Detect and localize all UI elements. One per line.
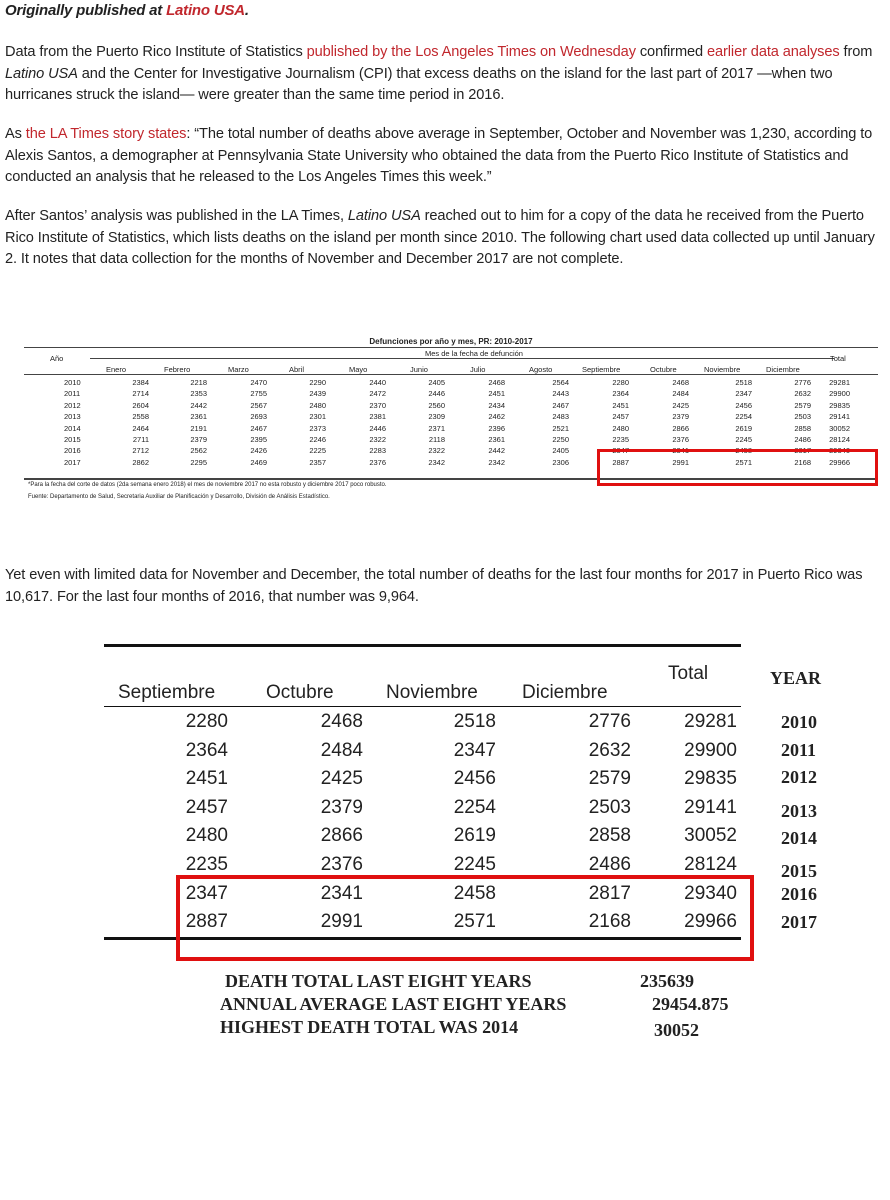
scan-cell: 2361 [488,435,505,444]
big-cell: 2451 [185,768,228,790]
scan-rule [24,347,878,348]
big-cell: 2503 [588,796,631,818]
scan-table-title: Defunciones por año y mes, PR: 2010-2017 [369,337,533,346]
paragraph-4: Yet even with limited data for November and December, the total number of deaths for the last four months for 2017 in Puerto Rico was 10,617. For the last four months of 2016, that number was 9,964. [5,567,863,605]
big-cell: 2484 [320,739,363,761]
scan-cell: 2245 [735,435,752,444]
big-cell: 2632 [588,739,631,761]
scan-cell: 2579 [794,400,811,410]
scan-cell: 2991 [672,457,689,467]
paragraph-1 [5,42,885,107]
scan-cell: 2191 [190,423,207,433]
big-row-total: 29141 [684,796,737,818]
scan-cell: 2862 [132,457,149,467]
big-month-header: Septiembre [118,682,216,703]
la-times-published-link[interactable]: published by the Los Angeles Times on Wednesday [306,44,636,60]
scan-cell: 2280 [612,378,629,387]
scan-cell: 2486 [794,435,811,444]
scan-month-header: Diciembre [766,365,800,374]
scan-cell: 2322 [428,446,445,456]
big-cell: 2518 [453,711,496,732]
scan-cell: 2283 [369,446,386,456]
scan-cell: 2619 [735,423,752,433]
p1-text: and the Center for Investigative Journalism (CPI) that excess deaths on the island for the last part of 2017 —when two hurricanes struck the island— were greater than the same time period in 2016. [5,65,833,103]
scan-cell: 2604 [132,400,149,410]
attribution-header [5,2,249,19]
scan-cell: 2560 [428,400,445,410]
big-top-rule [104,644,741,647]
scan-cell: 2425 [672,400,689,410]
scan-cell: 2468 [672,378,689,387]
scan-footnote: *Para la fecha del corte de datos (2da semana enero 2018) el mes de noviembre 2017 no esta robusto y diciembre 2017 poco robusto. [28,482,387,488]
big-row-year: 2011 [781,740,817,760]
scan-cell: 2817 [794,446,811,456]
summary-label: ANNUAL AVERAGE LAST EIGHT YEARS [220,994,567,1014]
scan-cell: 2218 [190,378,207,387]
p2-text: As [5,126,26,142]
scan-cell: 2451 [612,400,629,410]
scan-cell: 2309 [428,412,445,422]
scan-month-header: Octubre [650,365,677,374]
scan-cell: 2376 [672,435,689,444]
scan-row-total: 30052 [829,423,850,433]
scan-month-header: Febrero [164,365,191,374]
big-cell: 2379 [320,796,363,818]
big-cell: 2817 [588,882,631,904]
scan-month-header: Noviembre [704,365,741,374]
scan-cell: 2295 [190,457,207,467]
scan-cell: 2480 [612,423,629,433]
scan-cell: 2558 [132,412,149,422]
scan-cell: 2434 [488,400,505,410]
big-cell: 2280 [185,711,228,732]
attribution-suffix: . [244,2,249,19]
big-highlight-box [176,875,754,961]
p1-text: Data from the Puerto Rico Institute of Statistics [5,44,307,60]
scan-cell: 2467 [552,400,569,410]
scan-row-year: 2016 [64,446,81,456]
big-cell: 2571 [453,911,496,933]
big-cell: 2341 [320,882,363,904]
scan-cell: 2462 [488,412,505,422]
attribution-prefix: Originally published at [5,2,167,19]
scan-cell: 2567 [250,400,267,410]
scan-cell: 2632 [794,389,811,399]
scan-cell: 2225 [309,446,326,456]
big-row-total: 29281 [684,711,737,732]
big-cell: 2776 [588,711,631,732]
paragraph-3 [5,206,885,271]
earlier-analyses-link[interactable]: earlier data analyses [707,44,840,60]
scan-cell: 2776 [794,378,811,387]
scan-cell: 2755 [250,389,267,399]
p1-text: from [839,44,873,60]
scan-cell: 2518 [735,378,752,387]
scan-cell: 2456 [735,400,752,410]
scan-cell: 2442 [190,400,207,410]
big-month-header: Octubre [266,682,334,703]
scan-cell: 2379 [672,412,689,422]
scan-cell: 2451 [488,389,505,399]
scan-row-year: 2013 [64,412,81,422]
big-row-year: 2015 [781,861,817,881]
scan-cell: 2464 [132,423,149,433]
scan-cell: 2168 [794,457,811,467]
big-cell: 2991 [320,911,363,933]
scan-month-header: Septiembre [582,365,621,374]
scan-month-header: Junio [410,365,428,374]
scan-cell: 2342 [428,457,445,467]
scan-row-year: 2015 [64,435,81,444]
scan-cell: 2381 [369,412,386,422]
la-times-story-link[interactable]: the LA Times story states [25,126,187,142]
scan-cell: 2470 [250,378,267,387]
scan-month-header: Abril [289,365,305,374]
summary-value: 30052 [654,1020,699,1040]
scan-cell: 2405 [552,446,569,456]
scan-cell: 2442 [488,446,505,456]
big-row-year: 2014 [781,828,817,848]
scan-cell: 2254 [735,412,752,422]
big-cell: 2364 [185,739,228,761]
scan-cell: 2246 [309,435,326,444]
scan-rule [24,374,878,375]
paragraph-2 [5,124,885,189]
scan-cell: 2347 [735,389,752,399]
scan-row-year: 2012 [64,400,81,410]
scan-cell: 2469 [250,457,267,467]
big-cell: 2887 [185,911,228,933]
scan-total-header: Total [830,354,846,363]
scan-cell: 2384 [132,378,149,387]
scan-row-total: 29340 [829,446,850,456]
scan-year-header: Año [50,354,64,363]
scan-cell: 2564 [552,378,569,387]
scan-rule [90,358,834,359]
big-cell: 2468 [320,711,363,732]
scan-cell: 2250 [552,435,569,444]
scan-cell: 2235 [612,435,629,444]
scan-cell: 2364 [612,389,629,399]
big-cell: 2235 [185,854,228,875]
big-row-year: 2017 [781,912,817,932]
scan-month-header: Mayo [349,365,368,374]
scan-cell: 2376 [369,457,386,467]
scan-cell: 2711 [132,435,149,444]
scan-cell: 2443 [552,389,569,399]
big-cell: 2254 [453,796,496,818]
scan-cell: 2446 [369,423,386,433]
big-month-header: Noviembre [386,682,478,703]
scan-row-total: 29281 [829,378,850,387]
big-cell: 2458 [453,882,496,904]
big-header-rule [104,706,741,707]
scan-row-year: 2017 [64,457,81,467]
p1-text: confirmed [635,44,707,60]
scan-table-subtitle: Mes de la fecha de defunción [425,349,523,358]
big-row-year: 2012 [781,767,817,787]
big-row-year: 2013 [781,801,817,821]
scan-row-total: 28124 [829,435,850,444]
scan-cell: 2439 [309,389,326,399]
scan-month-header: Enero [106,365,127,374]
big-cell: 2425 [320,768,363,790]
scan-cell: 2562 [190,446,207,456]
big-row-year: 2010 [781,712,817,732]
big-cell: 2866 [320,825,363,847]
scan-cell: 2440 [369,378,386,387]
latino-usa-link[interactable]: Latino USA [166,2,245,19]
scan-cell: 2468 [488,378,505,387]
big-cell: 2858 [588,825,631,847]
summary-label: DEATH TOTAL LAST EIGHT YEARS [225,971,532,991]
p3-text: reached out to him for a copy of the data he received from the Puerto Rico Institute of Statistics, which lists deaths on the island per month since 2010. The following chart used data collected up until January 2. It notes that data collection for the months of November and December 2017 are not complete. [5,208,875,267]
scan-cell: 2395 [250,435,267,444]
scan-month-header: Marzo [228,365,249,374]
scan-cell: 2483 [552,412,569,422]
big-cell: 2579 [588,768,631,790]
big-cell: 2245 [453,854,496,875]
scan-cell: 2118 [428,435,445,444]
scan-cell: 2503 [794,412,811,422]
scan-cell: 2373 [309,423,326,433]
big-cell: 2376 [320,854,363,875]
scan-cell: 2357 [309,457,326,467]
scan-cell: 2396 [488,423,505,433]
scan-row-year: 2011 [64,389,81,399]
scan-cell: 2712 [132,446,149,456]
scan-cell: 2370 [369,400,386,410]
scan-cell: 2306 [552,457,569,467]
big-total-header: Total [668,663,709,684]
big-row-year: 2016 [781,884,817,904]
big-cell: 2347 [185,882,228,904]
summary-label: HIGHEST DEATH TOTAL WAS 2014 [220,1017,519,1037]
scan-cell: 2379 [190,435,207,444]
scan-row-total: 29835 [829,400,850,410]
scan-cell: 2467 [250,423,267,433]
scan-cell: 2472 [369,389,386,399]
scan-cell: 2341 [672,446,689,456]
big-row-total: 29835 [684,768,737,790]
summary-value: 29454.875 [652,994,729,1014]
p3-italic: Latino USA [347,208,421,224]
scan-cell: 2371 [428,423,445,433]
big-cell: 2619 [453,825,496,847]
scan-cell: 2571 [735,457,752,467]
scan-row-total: 29900 [829,389,850,399]
scan-cell: 2858 [794,423,811,433]
scan-row-total: 29966 [829,457,850,467]
big-row-total: 29966 [684,911,737,933]
scan-cell: 2521 [552,423,569,433]
scan-source: Fuente: Departamento de Salud, Secretaria Auxiliar de Planificación y Desarrollo, División de Análisis Estadístico. [28,494,330,500]
scan-row-year: 2010 [64,378,81,387]
big-cell: 2347 [453,739,496,761]
scan-cell: 2446 [428,389,445,399]
scan-cell: 2426 [250,446,267,456]
big-year-header: YEAR [770,668,822,688]
summary-value: 235639 [640,971,694,991]
scan-cell: 2866 [672,423,689,433]
big-cell: 2168 [588,911,631,933]
scan-cell: 2322 [369,435,386,444]
big-cell: 2456 [453,768,496,790]
scan-cell: 2342 [488,457,505,467]
p3-text: After Santos’ analysis was published in the LA Times, [5,208,348,224]
scan-row-year: 2014 [64,423,81,433]
big-cell: 2480 [185,825,228,847]
scan-cell: 2301 [309,412,326,422]
scan-cell: 2457 [612,412,629,422]
scan-cell: 2714 [132,389,149,399]
big-row-total: 29900 [684,739,737,761]
big-month-header: Diciembre [522,682,608,703]
scan-cell: 2353 [190,389,207,399]
scan-cell: 2361 [190,412,207,422]
big-row-total: 28124 [684,854,737,875]
p2-text: : “The total number of deaths above average in September, October and November was 1,230, according to Alexis Santos, a demographer at Pennsylvania State University who obtained the data from the Puerto Rico Institute of Statistics and conducted an analysis that he released to the Los Angeles Times this week.” [5,126,873,185]
scan-cell: 2347 [612,446,629,456]
scan-cell: 2887 [612,457,629,467]
scan-cell: 2693 [250,412,267,422]
scan-row-total: 29141 [829,412,850,422]
big-cell: 2486 [588,854,631,875]
big-row-total: 30052 [684,825,737,847]
scan-month-header: Agosto [529,365,553,374]
scan-highlight-box [597,449,878,486]
scan-cell: 2458 [735,446,752,456]
scan-month-header: Julio [470,365,486,374]
scan-cell: 2290 [309,378,326,387]
big-row-total: 29340 [684,882,737,904]
scan-cell: 2484 [672,389,689,399]
scan-cell: 2405 [428,378,445,387]
scan-cell: 2480 [309,400,326,410]
big-cell: 2457 [185,796,228,818]
p1-italic: Latino USA [5,65,78,82]
